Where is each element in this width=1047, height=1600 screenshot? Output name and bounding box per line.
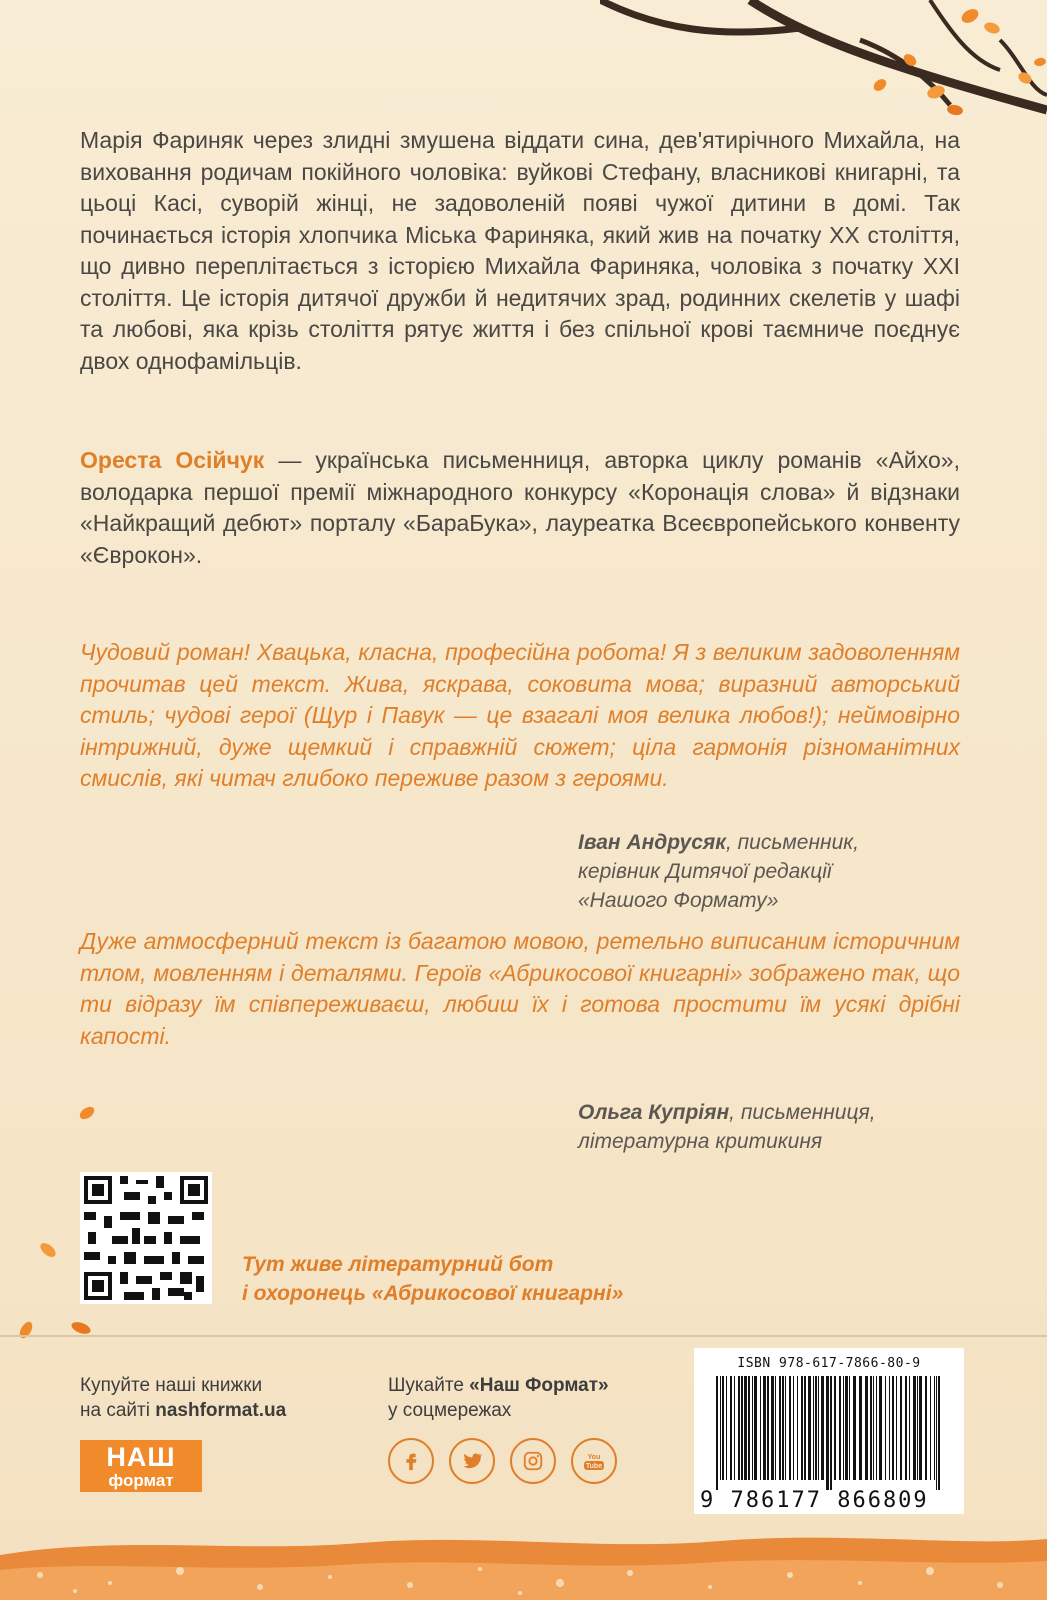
qr-caption-line2: і охоронець «Абрикосової книгарні» (242, 1282, 624, 1305)
social-brand: «Наш Формат» (469, 1375, 609, 1396)
leaf-icon (16, 1320, 36, 1340)
synopsis-paragraph: Марія Фариняк через злидні змушена віддати сина, дев'ятирічного Михайла, на виховання родичам покійного чоловіка: вуйкові Стефану, власникові книгарні, та цьоці Касі, суворій жінці, не задоволеній появі чужої дитини в домі. Так починається історія хлопчика Міська Фариняка, який жив на початку ХХ століття, що дивно переплітається з історією Михайла Фариняка, чоловіка з початку ХХІ століття. Це історія дитячої дружби й недитячих зрад, родинних скелетів у шафі та любові, яка крізь століття рятує життя і без спільної крові таємниче поєднує двох однофамільців. (80, 127, 960, 374)
social-text (388, 1373, 609, 1423)
review-attribution-2 (578, 1098, 876, 1156)
youtube-icon[interactable] (571, 1438, 617, 1484)
buy-line1: Купуйте наші книжки (80, 1375, 263, 1396)
reviewer-role-1b: керівник Дитячої редакції (578, 860, 832, 883)
leaf-icon (38, 1240, 58, 1260)
social-icons (388, 1438, 617, 1484)
qr-caption-line1: Тут живе літературний бот (242, 1253, 554, 1276)
twitter-icon[interactable] (449, 1438, 495, 1484)
branch-illustration (600, 0, 1047, 130)
isbn-number: ISBN 978-617-7866-80-9 (737, 1356, 921, 1371)
review-quote-1: Чудовий роман! Хвацька, класна, професійна робота! Я з великим задоволенням прочитав цей текст. Жива, яскрава, соковита мова; виразний авторський стиль; чудові герої (Щур і Павук — це взагалі моя велика любов!); неймовірно інтрижний, дуже щемкий і справжній сюжет; ціла гармонія різноманітних смислів, які читач глибоко переживе разом з героями. (80, 639, 960, 791)
review-quote-2: Дуже атмосферний текст із багатою мовою, ретельно виписаним історичним тлом, мовленням і деталями. Героїв «Абрикосової книгарні» зображено так, що ти відразу їм співпереживаєш, любиш їх і готова простити їм усякі дрібні капості. (80, 928, 960, 1049)
svg-text:НАШ: НАШ (106, 1442, 176, 1472)
isbn-barcode (694, 1348, 964, 1514)
section-divider (0, 1335, 1047, 1337)
social-prefix: Шукайте (388, 1375, 470, 1396)
author-bio (80, 445, 960, 571)
reviewer-role-1a: , письменник, (725, 831, 860, 854)
social-line2: у соцмережах (388, 1400, 512, 1421)
barcode-bars (716, 1376, 942, 1490)
reviewer-name-1: Іван Андрусяк (578, 831, 726, 854)
author-bio-text: — українська письменниця, авторка циклу романів «Айхо», володарка першої премії міжнародного конкурсу «Коронація слова» й відзнаки «Найкращий дебют» порталу «БараБука», лауреатка Всеєвропейського конвенту «Єврокон». (80, 447, 960, 568)
qr-caption (242, 1250, 623, 1308)
author-name: Ореста Осійчук (80, 447, 265, 473)
publisher-site-link[interactable]: nashformat.ua (155, 1400, 287, 1421)
nash-format-logo (80, 1440, 202, 1492)
svg-text:Tube: Tube (585, 1463, 603, 1470)
svg-text:You: You (587, 1454, 601, 1461)
reviewer-role-1c: «Нашого Формату» (578, 889, 779, 912)
leaf-icon (78, 1104, 96, 1122)
ground-illustration (0, 1525, 1047, 1600)
facebook-icon[interactable] (388, 1438, 434, 1484)
reviewer-role-2a: , письменниця, (729, 1101, 876, 1124)
review-attribution-1 (578, 828, 859, 915)
barcode-digits: 9 786177 866809 (700, 1488, 929, 1513)
instagram-icon[interactable] (510, 1438, 556, 1484)
reviewer-role-2b: літературна критикиня (578, 1130, 823, 1153)
svg-text:формат: формат (108, 1471, 174, 1490)
reviewer-name-2: Ольга Купріян (578, 1101, 730, 1124)
buy-line2-prefix: на сайті (80, 1400, 156, 1421)
qr-code[interactable] (80, 1172, 212, 1304)
buy-online-text (80, 1373, 286, 1423)
